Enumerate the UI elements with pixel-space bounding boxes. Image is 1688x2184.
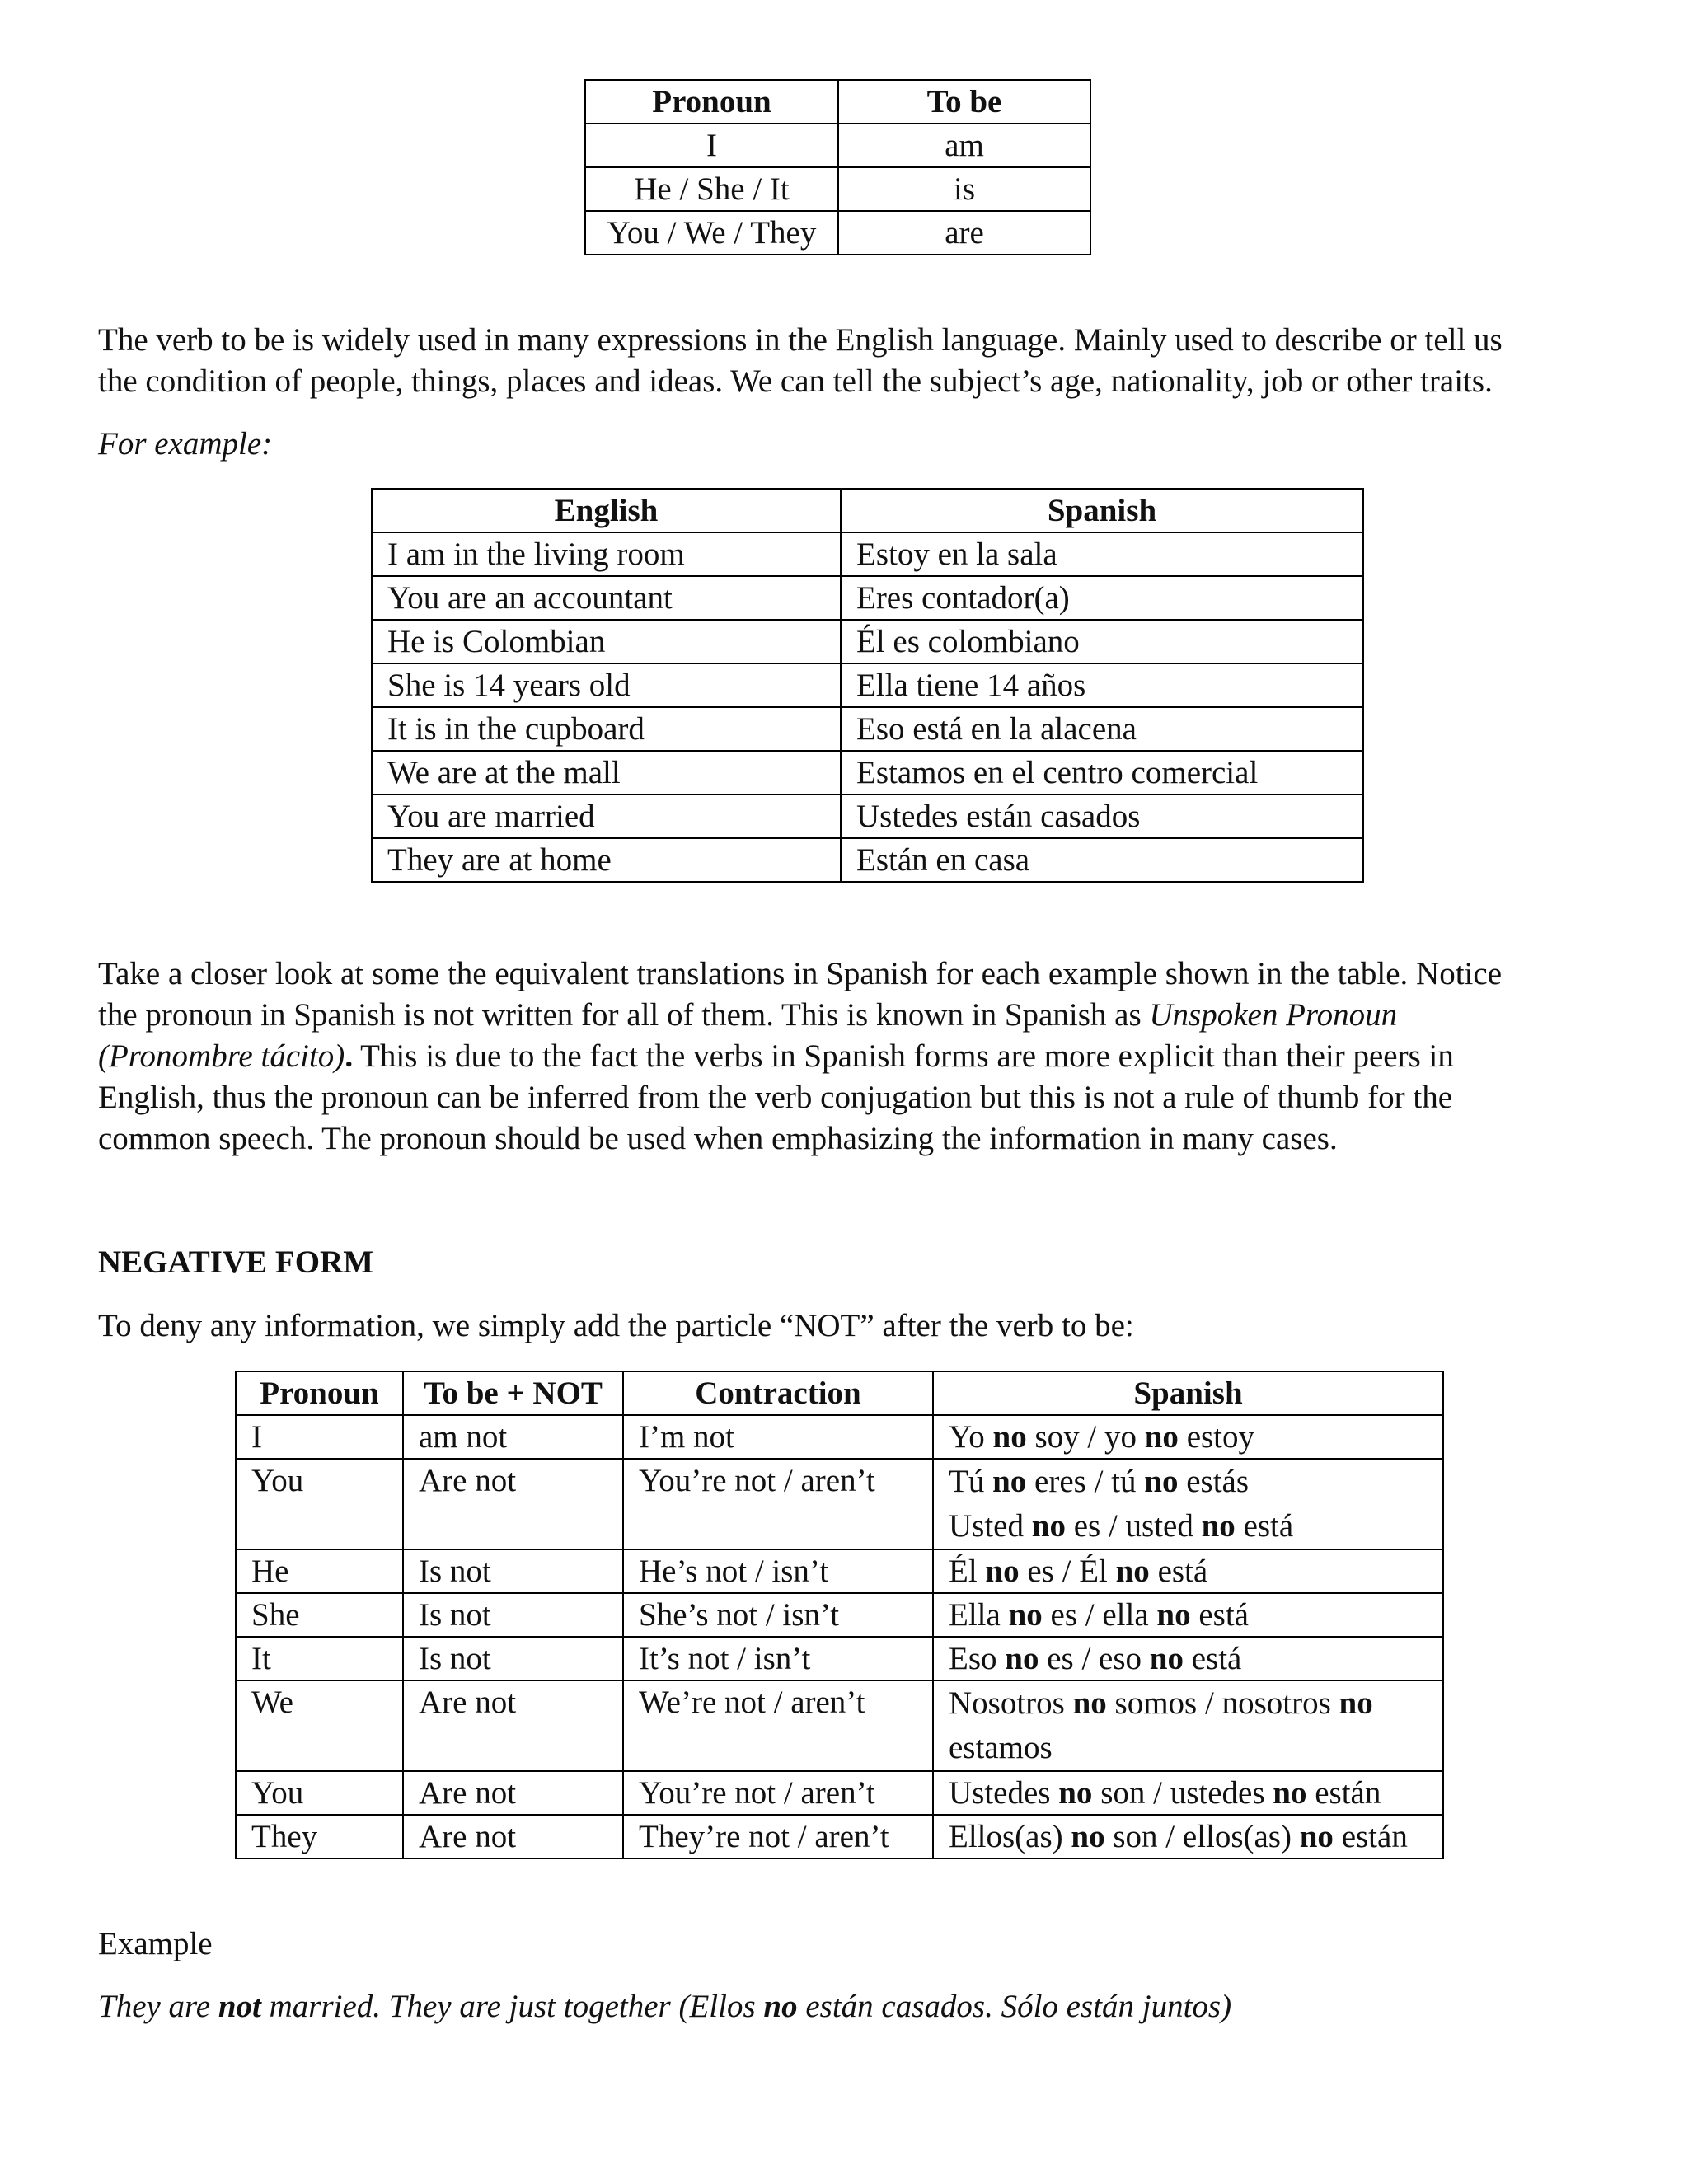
cell-pronoun: I bbox=[585, 124, 838, 167]
table-row bbox=[372, 663, 1363, 707]
text: está bbox=[1149, 1554, 1208, 1589]
deny-instruction: To deny any information, we simply add the particle “NOT” after the verb to be: bbox=[98, 1308, 1134, 1343]
no-word: no bbox=[1072, 1685, 1107, 1721]
table-row bbox=[372, 576, 1363, 620]
header-to-be: To be bbox=[838, 80, 1090, 124]
cell-english: It is in the cupboard bbox=[372, 707, 841, 751]
english-spanish-examples-table bbox=[371, 488, 1364, 883]
cell-to-be-not: Are not bbox=[403, 1815, 623, 1858]
table-row bbox=[585, 167, 1090, 211]
not-word: not bbox=[218, 1989, 261, 2024]
text: Eso bbox=[949, 1641, 1006, 1676]
no-word: no bbox=[1008, 1597, 1043, 1633]
text: Ella bbox=[949, 1597, 1009, 1633]
text: married. They are just together (Ellos bbox=[260, 1989, 764, 2024]
cell-spanish bbox=[933, 1771, 1443, 1815]
header-english: English bbox=[372, 489, 841, 532]
table-row bbox=[236, 1549, 1443, 1593]
paragraph-line: Take a closer look at some the equivalent translations in Spanish for each example shown in the table. Notice bbox=[98, 956, 1503, 991]
text: estamos bbox=[949, 1730, 1053, 1765]
cell-spanish bbox=[933, 1815, 1443, 1858]
cell-spanish: Ella tiene 14 años bbox=[841, 663, 1363, 707]
table-row bbox=[372, 532, 1363, 576]
no-word: no bbox=[992, 1419, 1027, 1455]
header-spanish: Spanish bbox=[841, 489, 1363, 532]
cell-spanish: Él es colombiano bbox=[841, 620, 1363, 663]
text: Nosotros bbox=[949, 1685, 1073, 1721]
cell-spanish bbox=[933, 1637, 1443, 1680]
no-word: no bbox=[1156, 1597, 1191, 1633]
no-word: no bbox=[1149, 1641, 1184, 1676]
table-row bbox=[585, 124, 1090, 167]
paragraph-line: the pronoun in Spanish is not written for all of them. This is known in Spanish as bbox=[98, 997, 1150, 1033]
table-row bbox=[236, 1593, 1443, 1637]
cell-pronoun: She bbox=[236, 1593, 403, 1637]
cell-to-be-not: Is not bbox=[403, 1637, 623, 1680]
cell-to-be-not: Are not bbox=[403, 1680, 623, 1771]
cell-spanish: Eres contador(a) bbox=[841, 576, 1363, 620]
cell-pronoun: He / She / It bbox=[585, 167, 838, 211]
header-to-be-not: To be + NOT bbox=[403, 1371, 623, 1415]
cell-spanish: Están en casa bbox=[841, 838, 1363, 882]
cell-spanish bbox=[933, 1549, 1443, 1593]
text: Tú bbox=[949, 1464, 993, 1499]
cell-english: You are married bbox=[372, 794, 841, 838]
negative-form-heading: NEGATIVE FORM bbox=[98, 1244, 374, 1280]
cell-pronoun: You bbox=[236, 1771, 403, 1815]
text: están casados. Sólo están juntos) bbox=[797, 1989, 1232, 2024]
intro-line: The verb to be is widely used in many expressions in the English language. Mainly used to describe or tell us bbox=[98, 322, 1503, 358]
table-row bbox=[236, 1815, 1443, 1858]
paragraph-line: This is due to the fact the verbs in Spanish forms are more explicit than their peers in bbox=[353, 1038, 1454, 1074]
no-word: no bbox=[1144, 1419, 1179, 1455]
header-pronoun: Pronoun bbox=[236, 1371, 403, 1415]
cell-pronoun: He bbox=[236, 1549, 403, 1593]
cell-spanish: Ustedes están casados bbox=[841, 794, 1363, 838]
cell-to-be-not: am not bbox=[403, 1415, 623, 1459]
to-be-conjugation-table bbox=[584, 79, 1091, 255]
text: estás bbox=[1178, 1464, 1250, 1499]
table-row bbox=[236, 1637, 1443, 1680]
no-word: no bbox=[1031, 1508, 1066, 1544]
table-row bbox=[372, 707, 1363, 751]
text: está bbox=[1190, 1597, 1249, 1633]
no-word: no bbox=[1273, 1775, 1307, 1811]
unspoken-pronoun-paragraph bbox=[98, 954, 1606, 1160]
cell-to-be-not: Are not bbox=[403, 1459, 623, 1549]
text: estoy bbox=[1178, 1419, 1255, 1455]
no-word: no bbox=[992, 1464, 1027, 1499]
text: somos / nosotros bbox=[1106, 1685, 1339, 1721]
text: están bbox=[1306, 1775, 1381, 1811]
table-row bbox=[372, 620, 1363, 663]
negative-form-table bbox=[235, 1371, 1444, 1859]
table-row bbox=[372, 794, 1363, 838]
cell-pronoun: You bbox=[236, 1459, 403, 1549]
no-word: no bbox=[1071, 1819, 1105, 1854]
no-word: no bbox=[1058, 1775, 1093, 1811]
table-row bbox=[236, 1680, 1443, 1771]
no-word: no bbox=[1005, 1641, 1039, 1676]
pronombre-tacito-term: (Pronombre tácito) bbox=[98, 1038, 345, 1074]
cell-english: You are an accountant bbox=[372, 576, 841, 620]
text: Yo bbox=[949, 1419, 993, 1455]
cell-pronoun: They bbox=[236, 1815, 403, 1858]
text: es / Él bbox=[1019, 1554, 1116, 1589]
header-pronoun: Pronoun bbox=[585, 80, 838, 124]
cell-pronoun: You / We / They bbox=[585, 211, 838, 255]
table-row bbox=[585, 211, 1090, 255]
cell-spanish bbox=[933, 1593, 1443, 1637]
cell-english: She is 14 years old bbox=[372, 663, 841, 707]
table-row bbox=[372, 838, 1363, 882]
table-row bbox=[372, 751, 1363, 794]
text: Usted bbox=[949, 1508, 1032, 1544]
cell-contraction: She’s not / isn’t bbox=[623, 1593, 933, 1637]
example-sentence bbox=[98, 1986, 1606, 2027]
text: soy / yo bbox=[1026, 1419, 1145, 1455]
cell-contraction: He’s not / isn’t bbox=[623, 1549, 933, 1593]
cell-contraction: They’re not / aren’t bbox=[623, 1815, 933, 1858]
table-header-row bbox=[236, 1371, 1443, 1415]
text: están bbox=[1333, 1819, 1408, 1854]
example-label: Example bbox=[98, 1926, 213, 1961]
intro-paragraph bbox=[98, 320, 1606, 402]
period: . bbox=[345, 1038, 354, 1074]
cell-pronoun: I bbox=[236, 1415, 403, 1459]
text: They are bbox=[98, 1989, 218, 2024]
cell-verb: am bbox=[838, 124, 1090, 167]
cell-spanish: Estoy en la sala bbox=[841, 532, 1363, 576]
cell-spanish: Eso está en la alacena bbox=[841, 707, 1363, 751]
cell-spanish bbox=[933, 1459, 1443, 1549]
table-row bbox=[236, 1771, 1443, 1815]
cell-contraction: We’re not / aren’t bbox=[623, 1680, 933, 1771]
no-word: no bbox=[1144, 1464, 1179, 1499]
no-word: no bbox=[1115, 1554, 1150, 1589]
no-word: no bbox=[1299, 1819, 1334, 1854]
cell-english: They are at home bbox=[372, 838, 841, 882]
cell-spanish bbox=[933, 1680, 1443, 1771]
text: Él bbox=[949, 1554, 986, 1589]
cell-verb: are bbox=[838, 211, 1090, 255]
no-word: no bbox=[763, 1989, 798, 2024]
cell-contraction: You’re not / aren’t bbox=[623, 1771, 933, 1815]
text: eres / tú bbox=[1026, 1464, 1145, 1499]
cell-english: We are at the mall bbox=[372, 751, 841, 794]
text: es / usted bbox=[1065, 1508, 1202, 1544]
table-header-row bbox=[585, 80, 1090, 124]
for-example-label: For example: bbox=[98, 426, 273, 462]
no-word: no bbox=[1201, 1508, 1236, 1544]
cell-pronoun: It bbox=[236, 1637, 403, 1680]
paragraph-line: English, thus the pronoun can be inferred from the verb conjugation but this is not a rule of thumb for the bbox=[98, 1080, 1453, 1115]
cell-contraction: I’m not bbox=[623, 1415, 933, 1459]
table-row bbox=[236, 1459, 1443, 1549]
table-header-row bbox=[372, 489, 1363, 532]
no-word: no bbox=[985, 1554, 1020, 1589]
header-spanish: Spanish bbox=[933, 1371, 1443, 1415]
header-contraction: Contraction bbox=[623, 1371, 933, 1415]
cell-english: He is Colombian bbox=[372, 620, 841, 663]
no-word: no bbox=[1339, 1685, 1373, 1721]
cell-pronoun: We bbox=[236, 1680, 403, 1771]
text: Ustedes bbox=[949, 1775, 1059, 1811]
text: está bbox=[1235, 1508, 1294, 1544]
cell-verb: is bbox=[838, 167, 1090, 211]
unspoken-pronoun-term: Unspoken Pronoun bbox=[1149, 997, 1398, 1033]
text: son / ustedes bbox=[1092, 1775, 1273, 1811]
cell-english: I am in the living room bbox=[372, 532, 841, 576]
text: Ellos(as) bbox=[949, 1819, 1071, 1854]
cell-to-be-not: Is not bbox=[403, 1593, 623, 1637]
cell-spanish: Estamos en el centro comercial bbox=[841, 751, 1363, 794]
text: es / ella bbox=[1042, 1597, 1157, 1633]
cell-spanish bbox=[933, 1415, 1443, 1459]
cell-to-be-not: Are not bbox=[403, 1771, 623, 1815]
text: es / eso bbox=[1039, 1641, 1150, 1676]
cell-to-be-not: Is not bbox=[403, 1549, 623, 1593]
table-row bbox=[236, 1415, 1443, 1459]
text: está bbox=[1183, 1641, 1242, 1676]
intro-line: the condition of people, things, places and ideas. We can tell the subject’s age, nationality, job or other traits. bbox=[98, 363, 1493, 399]
text: son / ellos(as) bbox=[1104, 1819, 1300, 1854]
paragraph-line: common speech. The pronoun should be used when emphasizing the information in many cases. bbox=[98, 1121, 1338, 1156]
cell-contraction: You’re not / aren’t bbox=[623, 1459, 933, 1549]
cell-contraction: It’s not / isn’t bbox=[623, 1637, 933, 1680]
